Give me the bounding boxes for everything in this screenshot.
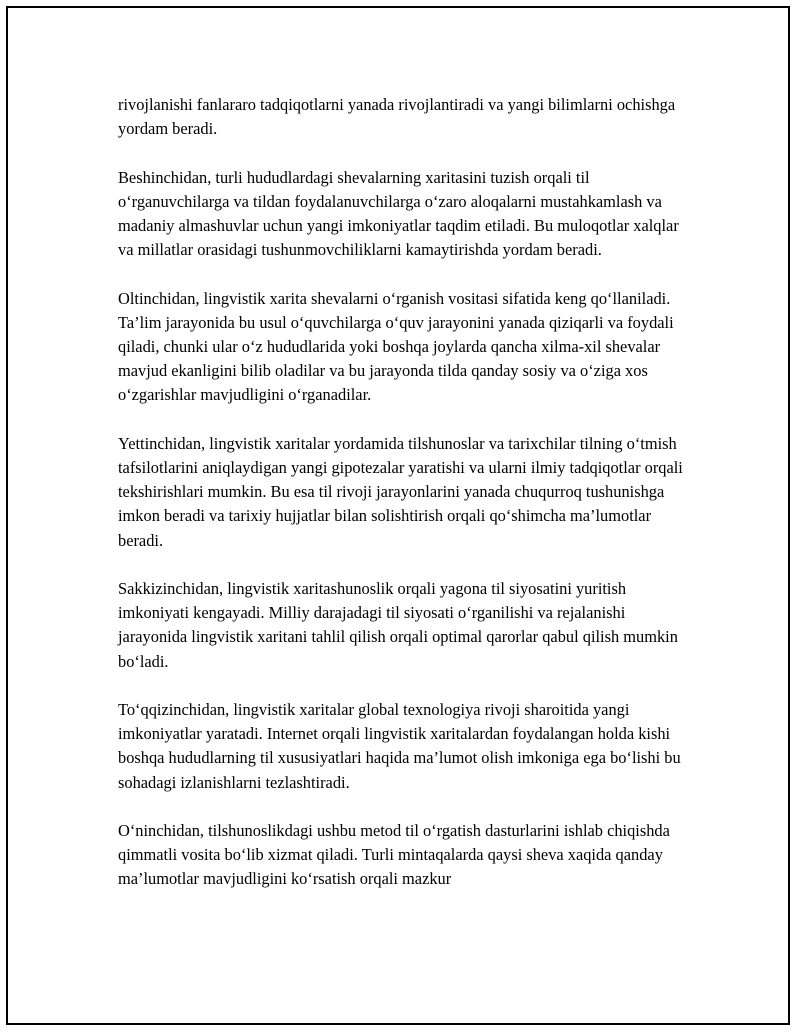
paragraph-1: rivojlanishi fanlararo tadqiqotlarni yanada rivojlantiradi va yangi bilimlarni ochishga yordam beradi. [118, 95, 676, 139]
paragraph-2: Beshinchidan, turli hududlardagi shevalarning xaritasini tuzish orqali til o‘rganuvchilarga va tildan foydalanuvchilarga o‘zaro aloqalarni mustahkamlash va madaniy almashuvlar uchun yangi imkoniyatlar taqdim etiladi. Bu muloqotlar xalqlar va millatlar orasidagi tushunmovchiliklarni kamaytirishda yordam beradi. [118, 167, 679, 260]
paragraph-6: To‘qqizinchidan, lingvistik xaritalar global texnologiya rivoji sharoitida yangi imkoniyatlar yaratadi. Internet orqali lingvistik xaritalardan foydalangan holda kishi boshqa hududlarning til xususiyatlari haqida ma’lumot olish imkoniga ega bo‘lishi bu sohadagi izlanishlarni tezlashtiradi. [118, 700, 681, 792]
paragraph-3: Oltinchidan, lingvistik xarita shevalarni o‘rganish vositasi sifatida keng qo‘llaniladi. Ta’lim jarayonida bu usul o‘quvchilarga o‘quv jarayonini yanada qiziqarli va foydali qiladi, chunki ular o‘z hududlarida yoki boshqa joylarda qancha xilma-xil shevalar mavjud ekanligini bilib oladilar va bu jarayonda tilda qanday sosiy va o‘ziga xos o‘zgarishlar mavjudligini o‘rganadilar. [118, 288, 674, 405]
paragraph-4: Yettinchidan, lingvistik xaritalar yordamida tilshunoslar va tarixchilar tilning o‘tmish tafsilotlarini aniqlaydigan yangi gipotezalar yaratishi va ularni ilmiy tadqiqotlar orqali tekshirishlari mumkin. Bu esa til rivoji jarayonlarini yanada chuqurroq tushunishga imkon beradi va tarixiy hujjatlar bilan solishtirish orqali qo‘shimcha ma’lumotlar beradi. [118, 433, 683, 550]
document-body [118, 93, 688, 892]
paragraph-5: Sakkizinchidan, lingvistik xaritashunoslik orqali yagona til siyosatini yuritish imkoniyati kengayadi. Milliy darajadagi til siyosati o‘rganilishi va rejalanishi jarayonida lingvistik xaritani tahlil qilish orqali optimal qarorlar qabul qilish mumkin bo‘ladi. [118, 579, 678, 671]
paragraph-7: O‘ninchidan, tilshunoslikdagi ushbu metod til o‘rgatish dasturlarini ishlab chiqishda qimmatli vosita bo‘lib xizmat qiladi. Turli mintaqalarda qaysi sheva xaqida qanday ma’lumotlar mavjudligini ko‘rsatish orqali mazkur [118, 821, 670, 889]
